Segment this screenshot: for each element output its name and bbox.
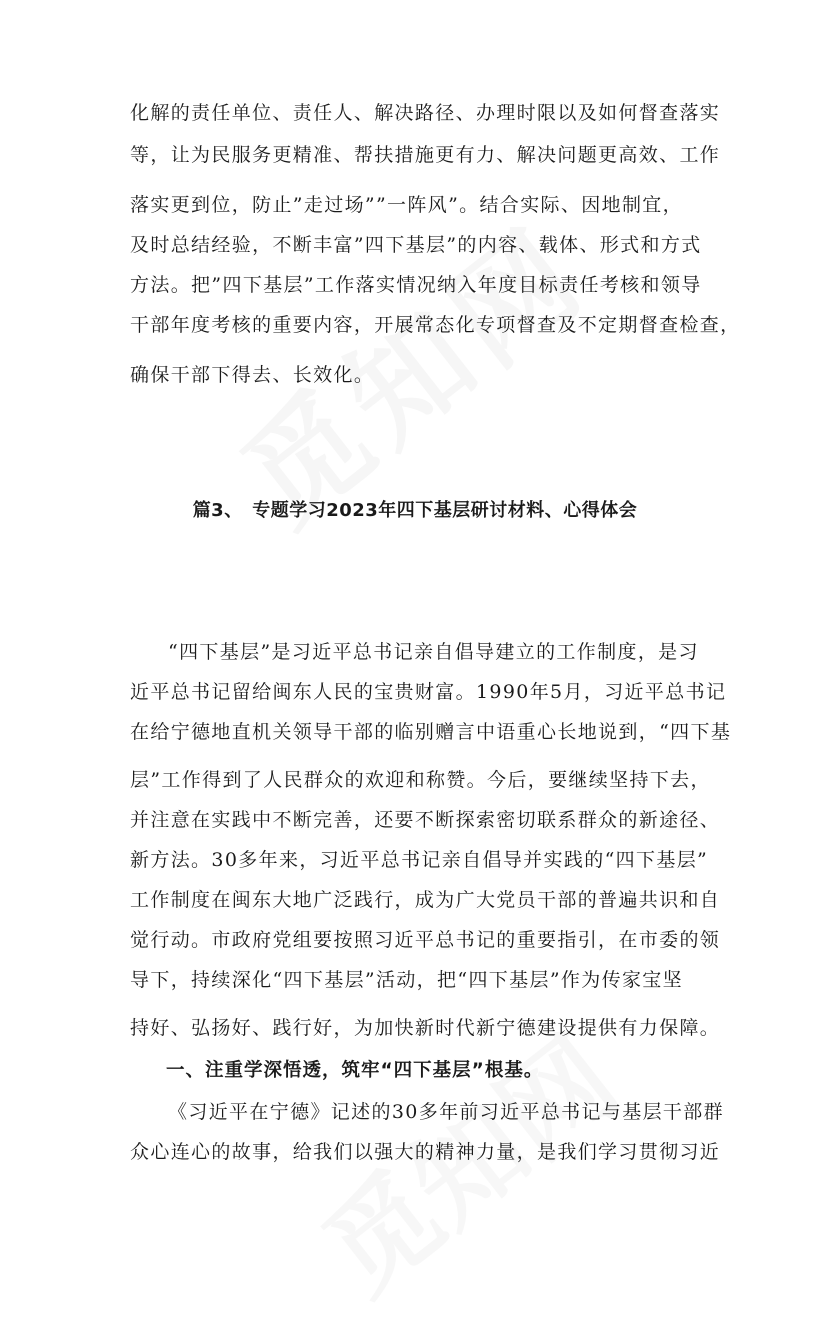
text-line: 确保干部下得去、长效化。 bbox=[130, 364, 375, 386]
text-line: 导下，持续深化“四下基层”活动，把“四下基层”作为传家宝坚 bbox=[130, 969, 684, 991]
text-line: 干部年度考核的重要内容，开展常态化专项督查及不定期督查检查， bbox=[130, 314, 741, 336]
text-line: 众心连心的故事，给我们以强大的精神力量，是我们学习贯彻习近 bbox=[130, 1141, 721, 1163]
article-title: 篇3、 专题学习2023年四下基层研讨材料、心得体会 bbox=[192, 500, 638, 521]
text-line: 并注意在实践中不断完善，还要不断探索密切联系群众的新途径、 bbox=[130, 809, 721, 831]
text-line: 新方法。30多年来，习近平总书记亲自倡导并实践的“四下基层” bbox=[130, 849, 709, 871]
text-line: 等，让为民服务更精准、帮扶措施更有力、解决问题更高效、工作 bbox=[130, 144, 721, 166]
text-line: 觉行动。市政府党组要按照习近平总书记的重要指引，在市委的领 bbox=[130, 929, 721, 951]
text-line: 在给宁德地直机关领导干部的临别赠言中语重心长地说到，“四下基 bbox=[130, 721, 732, 743]
text-line: 工作制度在闽东大地广泛践行，成为广大党员干部的普遍共识和自 bbox=[130, 889, 721, 911]
text-line: 持好、弘扬好、践行好，为加快新时代新宁德建设提供有力保障。 bbox=[130, 1017, 721, 1039]
text-line: 及时总结经验，不断丰富”四下基层”的内容、载体、形式和方式 bbox=[130, 234, 702, 256]
text-line: 《习近平在宁德》记述的30多年前习近平总书记与基层干部群 bbox=[168, 1101, 724, 1123]
text-line: 层”工作得到了人民群众的欢迎和称赞。今后，要继续坚持下去， bbox=[130, 769, 711, 791]
text-line: 落实更到位，防止”走过场””一阵风”。结合实际、因地制宜， bbox=[130, 194, 684, 216]
text-line: 近平总书记留给闽东人民的宝贵财富。1990年5月，习近平总书记 bbox=[130, 681, 727, 703]
text-line: 化解的责任单位、责任人、解决路径、办理时限以及如何督查落实 bbox=[130, 102, 721, 124]
text-line: 方法。把”四下基层”工作落实情况纳入年度目标责任考核和领导 bbox=[130, 274, 702, 296]
text-line: “四下基层”是习近平总书记亲自倡导建立的工作制度，是习 bbox=[168, 641, 699, 663]
section-heading: 一、注重学深悟透，筑牢“四下基层”根基。 bbox=[166, 1060, 544, 1081]
